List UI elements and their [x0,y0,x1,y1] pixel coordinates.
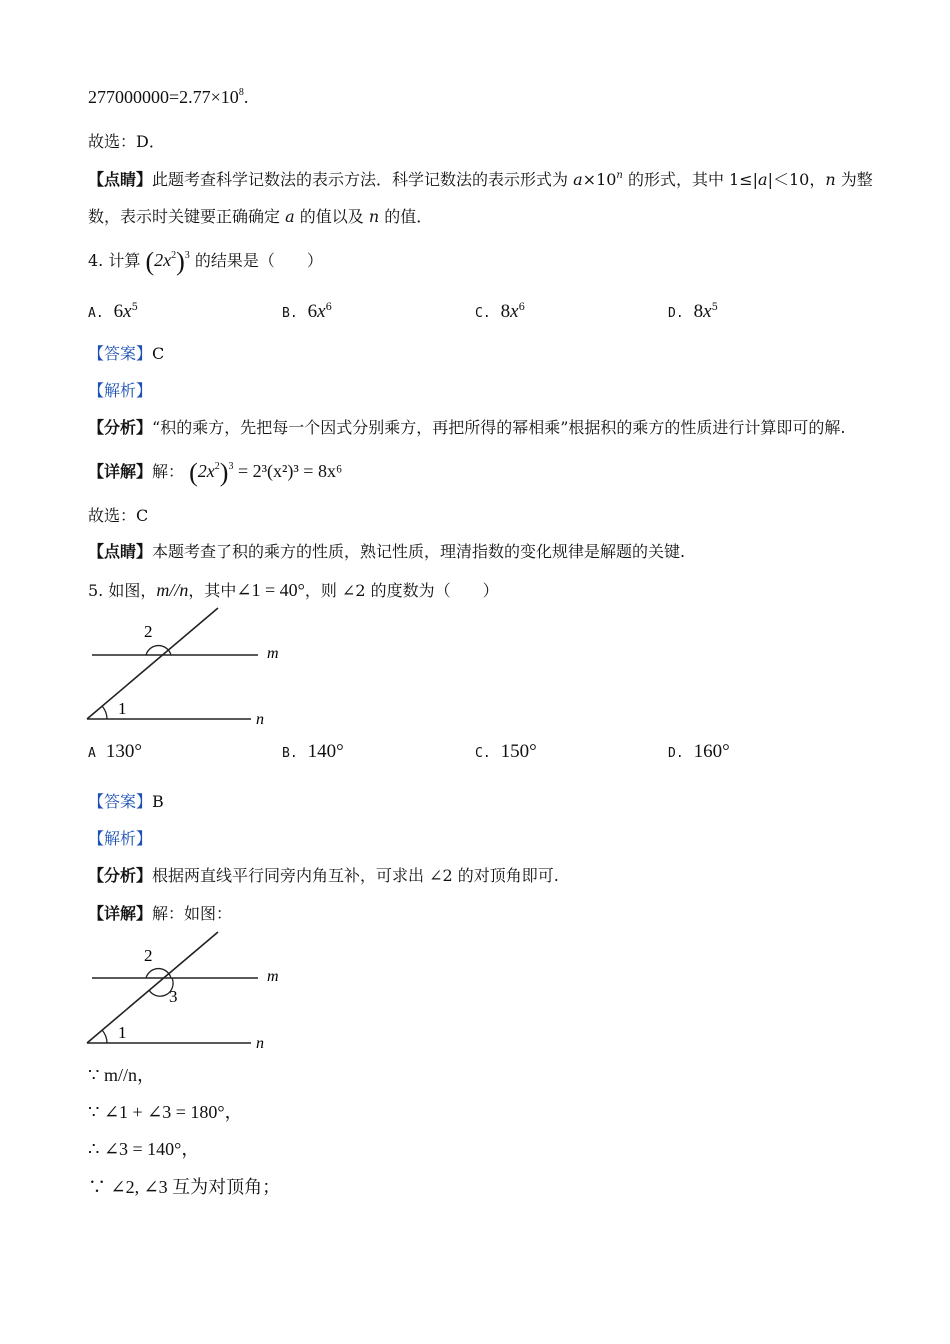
option-coef: 8 [693,301,704,322]
q4-expression: $(2x^2)^3$ [145,246,190,276]
transversal [87,932,218,1043]
q5-stem [88,579,499,602]
line-n-label: n [256,1035,264,1052]
note-text: 的值以及 [294,207,369,226]
option-label: A. [88,306,104,321]
option-value: 130° [105,741,142,762]
option-exp: 6 [518,302,525,313]
option-value: 160° [693,741,730,762]
q5-prefix: 5. 如图， [88,581,157,600]
q5-answer [88,791,164,813]
note-text: 为整 [835,170,873,189]
option-coef: 6 [307,301,318,322]
answer-value: B [152,792,164,811]
option-var: x [703,301,712,322]
angle1-arc [102,1030,107,1043]
option-value: 150° [500,741,537,762]
fenxi-text: “积的乘方，先把每一个因式分别乘方，再把所得的幂相乘”根据积的乘方的性质进行计算即可的解. [152,418,846,437]
answer-tag: 【答案】 [88,344,153,363]
angle1-arc [102,706,107,719]
times-ten: ×10 [582,170,617,189]
q4-fenxi [88,417,845,439]
option-label: D. [668,746,684,761]
q5-option-d[interactable] [668,741,730,765]
note-tag: 【点睛】 [88,542,153,561]
option-coef: 6 [113,301,124,322]
option-exp: 6 [325,302,332,313]
q4-note [88,541,685,563]
q4-option-b[interactable] [282,301,332,325]
option-var: x [123,301,132,322]
note-text: 本题考查了积的乘方的性质，熟记性质，理清指数的变化规律是解题的关键. [152,542,686,561]
q5-suffix: ，则 ∠2 的度数为（ ） [304,581,499,600]
q4-conclusion: 故选：C [88,506,149,525]
angle2-label: 2 [144,622,153,641]
note-text: 的值． [379,207,433,226]
prev-note-line1 [88,169,873,191]
q4-option-d[interactable] [668,301,718,325]
option-value: 140° [307,741,344,762]
note-text: 的形式，其中 1≤| [622,170,759,189]
angle2-label: 2 [144,946,153,965]
q5-step-2: ∵ ∠1 + ∠3 = 180°， [88,1102,243,1122]
equation-text: 277000000=2.77×10 [88,87,239,107]
option-var: x [317,301,326,322]
detail-prefix: 解： [152,462,185,481]
exp-n: n [616,170,623,181]
detail-rhs: = 2³(x²)³ = 8x⁶ [237,461,343,481]
q5-step-4: ∵ ∠2, ∠3 互为对顶角； [88,1177,281,1197]
angle3-label: 3 [169,987,178,1006]
option-label: D. [668,306,684,321]
var-a: a [573,170,583,189]
fenxi-text: 根据两直线平行同旁内角互补，可求出 ∠2 的对顶角即可. [152,866,559,885]
detail-outer-exp: 3 [228,461,234,472]
q5-mid: ，其中 [188,581,237,600]
q4-detail-expression: $(2x^2)^3 = 2^3(x^2)^3 = 8x^6$ [189,457,343,487]
note-tag: 【点睛】 [88,170,153,189]
line-m-label: m [267,968,279,985]
q5-step-3: ∴ ∠3 = 140°， [88,1139,200,1159]
note-text: |＜10， [767,170,826,189]
q5-solution-figure [80,926,290,1056]
detail-prefix: 解：如图： [152,904,233,923]
q4-stem [88,246,323,276]
q4-outer-exp: 3 [184,250,190,261]
option-label: C. [475,746,491,761]
fenxi-tag: 【分析】 [88,866,153,885]
q5-analysis-tag: 【解析】 [88,829,153,848]
q5-option-b[interactable] [282,741,344,765]
angle2-arc [146,969,171,978]
q5-figure [80,602,290,732]
q5-parallel: m//n [156,580,189,600]
var-n: n [825,170,836,189]
q4-option-c[interactable] [475,301,525,325]
option-coef: 8 [500,301,511,322]
var-a: a [285,207,295,226]
q4-detail [88,457,343,487]
option-exp: 5 [131,302,138,313]
q4-suffix: 的结果是（ ） [194,251,323,270]
q4-base: 2x [154,250,172,270]
equation-line [88,86,248,108]
q5-detail [88,903,232,925]
q4-analysis-tag: 【解析】 [88,381,153,400]
var-a: a [758,170,768,189]
prev-answer: 故选：D． [88,132,165,151]
detail-tag: 【详解】 [88,462,153,481]
answer-value: C [152,344,165,363]
detail-tag: 【详解】 [88,904,153,923]
transversal [87,608,218,719]
q5-angle-given: ∠1 = 40° [236,580,305,600]
q5-option-c[interactable] [475,741,537,765]
option-exp: 5 [711,302,718,313]
q4-prefix: 4. 计算 [88,251,141,270]
equation-end: . [243,87,249,107]
note-text: 此题考查科学记数法的表示方法．科学记数法的表示形式为 [152,170,574,189]
detail-inner-exp: 2 [214,461,220,472]
line-m-label: m [267,645,279,662]
option-label: C. [475,306,491,321]
q4-inner-exp: 2 [171,250,177,261]
prev-note-line2 [88,206,432,228]
answer-tag: 【答案】 [88,792,153,811]
detail-base: 2x [197,461,215,481]
option-var: x [510,301,519,322]
note-text: 数，表示时关键要正确确定 [88,207,286,226]
q5-step-1: ∵ m//n， [88,1065,155,1085]
q4-answer [88,343,164,365]
line-n-label: n [256,711,264,728]
option-label: A [88,746,96,761]
var-n: n [368,207,380,226]
angle1-label: 1 [118,1023,127,1042]
option-label: B. [282,306,298,321]
fenxi-tag: 【分析】 [88,418,153,437]
q5-option-a[interactable] [88,741,142,765]
q5-fenxi [88,865,559,887]
option-label: B. [282,746,298,761]
q4-option-a[interactable] [88,301,138,325]
angle1-label: 1 [118,699,127,718]
equation-exponent: 8 [238,87,244,98]
